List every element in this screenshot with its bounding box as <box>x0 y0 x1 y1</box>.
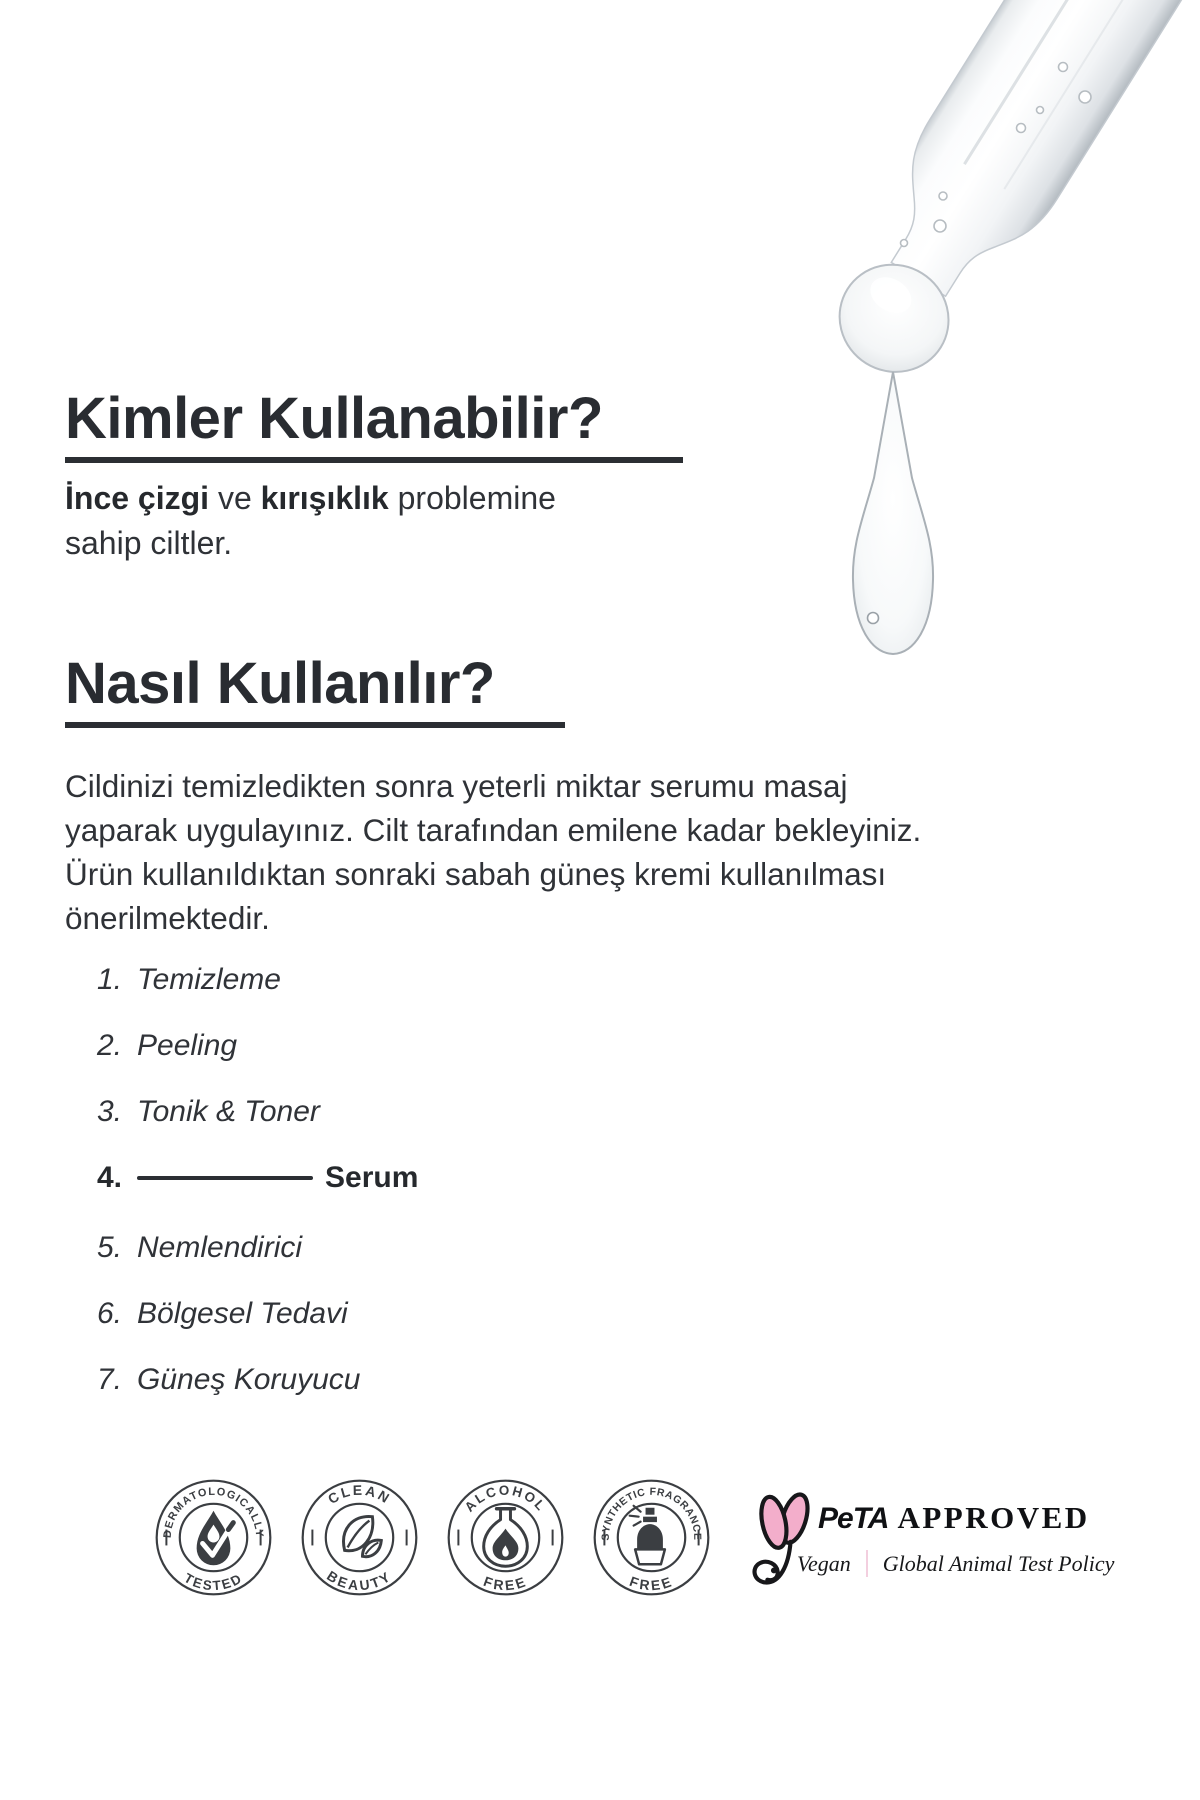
section-title-who-can-use: Kimler Kullanabilir? <box>65 386 603 451</box>
svg-text:FREE <box>627 1573 675 1594</box>
list-item-step-7 <box>97 1362 418 1398</box>
svg-text:FREE <box>481 1573 529 1594</box>
step-number: 5. <box>97 1231 123 1264</box>
step-label: Nemlendirici <box>137 1231 303 1264</box>
peta-vegan-text: Vegan <box>797 1550 851 1576</box>
step-connector-line <box>137 1176 313 1181</box>
list-item-step-1 <box>97 962 418 998</box>
who-bold-1: İnce çizgi <box>65 480 210 516</box>
step-label: Serum <box>325 1161 419 1194</box>
pipette-tube <box>802 0 1200 403</box>
who-mid: ve <box>209 480 261 516</box>
badge-top-text: DERMATOLOGICALLY <box>161 1485 266 1539</box>
leaves-icon <box>344 1516 382 1556</box>
how-to-use-text <box>65 764 921 940</box>
certification-badges-row <box>154 1478 711 1597</box>
step-number: 1. <box>97 963 123 996</box>
title-underline <box>65 722 565 728</box>
badge-top-text: CLEAN <box>324 1481 395 1508</box>
list-item-step-2 <box>97 1028 418 1064</box>
how-line-3: Ürün kullanıldıktan sonraki sabah güneş kremi kullanılması <box>65 856 887 892</box>
step-label: Tonik & Toner <box>137 1095 320 1128</box>
step-number: 4. <box>97 1161 123 1194</box>
list-item-step-4-serum-highlighted <box>97 1160 418 1196</box>
who-can-use-text <box>65 476 556 566</box>
badge-synthetic-fragrance-free <box>592 1478 711 1597</box>
routine-steps-list <box>97 962 418 1428</box>
step-label: Temizleme <box>137 963 281 996</box>
section-title-how-to-use: Nasıl Kullanılır? <box>65 651 495 716</box>
badge-alcohol-free <box>446 1478 565 1597</box>
peta-wordmark: PeTA <box>818 1502 889 1535</box>
step-label: Peeling <box>137 1029 238 1062</box>
badge-bottom-text: FREE <box>627 1572 676 1594</box>
peta-approved-text: APPROVED <box>897 1500 1090 1535</box>
title-underline <box>65 457 683 463</box>
badge-clean-beauty <box>300 1478 419 1597</box>
serum-drop <box>853 372 933 654</box>
badge-top-text: SYNTHETIC FRAGRANCE <box>600 1486 703 1541</box>
peta-approved-logo <box>748 1480 1115 1605</box>
pipette-illustration <box>640 0 1200 700</box>
list-item-step-3 <box>97 1094 418 1130</box>
who-tail: problemine <box>388 480 556 516</box>
badge-dermatologically-tested <box>154 1478 273 1597</box>
stamp-seal <box>592 1478 711 1597</box>
step-number: 6. <box>97 1297 123 1330</box>
how-line-1: Cildinizi temizledikten sonra yeterli miktar serumu masaj <box>65 768 848 804</box>
divider <box>866 1550 868 1577</box>
badge-bottom-text: FREE <box>481 1572 530 1594</box>
stamp-seal <box>446 1478 565 1597</box>
drop-bubble <box>868 613 879 624</box>
stamp-seal <box>154 1478 273 1597</box>
step-label: Bölgesel Tedavi <box>137 1297 348 1330</box>
list-item-step-6 <box>97 1296 418 1332</box>
how-line-2: yaparak uygulayınız. Cilt tarafından emilene kadar bekleyiniz. <box>65 812 922 848</box>
who-line-1 <box>65 476 556 521</box>
peta-policy-text: Global Animal Test Policy <box>882 1550 1115 1576</box>
badge-bottom-text: BEAUTY <box>324 1567 395 1594</box>
how-line-4: önerilmektedir. <box>65 900 270 936</box>
step-number: 7. <box>97 1363 123 1396</box>
perfume-spray-icon <box>630 1506 665 1565</box>
flask-flame-icon <box>484 1509 528 1567</box>
peta-brand-row <box>818 1500 1090 1536</box>
stamp-seal <box>300 1478 419 1597</box>
who-bold-2: kırışıklık <box>260 480 389 516</box>
list-item-step-5 <box>97 1230 418 1266</box>
drop-check-icon <box>197 1511 234 1566</box>
serum-dropper-photo <box>640 0 1200 700</box>
step-label: Güneş Koruyucu <box>137 1363 361 1396</box>
badge-bottom-text: TESTED <box>181 1570 246 1594</box>
step-number: 3. <box>97 1095 123 1128</box>
peta-subline <box>797 1550 1114 1577</box>
who-line-2: sahip ciltler. <box>65 525 233 561</box>
badge-top-text: ALCOHOL <box>461 1482 550 1515</box>
step-number: 2. <box>97 1029 123 1062</box>
